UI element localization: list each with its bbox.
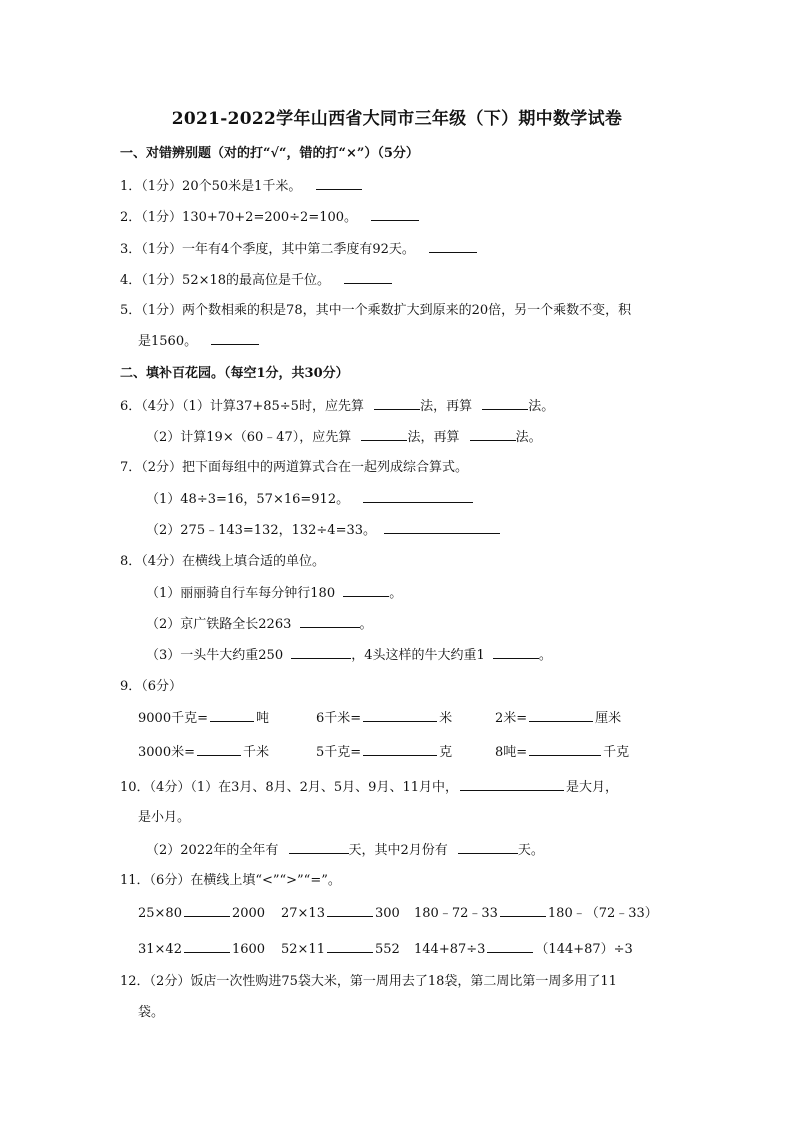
question-text: 9000千克= xyxy=(138,711,208,726)
question-text: （2）2022年的全年有 xyxy=(146,843,279,858)
question-text: 法。 xyxy=(528,399,555,414)
question-text: （1）48÷3=16，57×16=912。 xyxy=(146,492,350,507)
question-text: 法，再算 xyxy=(407,430,460,445)
answer-blank[interactable] xyxy=(291,646,351,659)
answer-blank[interactable] xyxy=(184,904,230,917)
question-8-part3 xyxy=(146,646,552,665)
page-title: 2021-2022学年山西省大同市三年级（下）期中数学试卷 xyxy=(171,109,623,129)
question-text: 180﹣72﹣33 xyxy=(414,906,498,921)
question-text: 3000米= xyxy=(138,745,195,760)
conversion-item xyxy=(495,709,621,728)
answer-blank[interactable] xyxy=(429,240,477,253)
compare-item xyxy=(414,904,658,923)
question-text: 8吨= xyxy=(495,745,528,760)
question-text: 180﹣（72﹣33） xyxy=(547,906,658,921)
answer-blank[interactable] xyxy=(363,490,473,503)
question-8-part1 xyxy=(146,584,402,603)
question-12-continued: 袋。 xyxy=(138,1005,165,1020)
unit-label: 克 xyxy=(439,745,453,760)
section1-heading: 一、对错辨别题（对的打“√“，错的打“×”）（5分） xyxy=(120,146,419,161)
section2-heading: 二、填补百花园。（每空1分，共30分） xyxy=(120,366,349,381)
answer-blank[interactable] xyxy=(529,709,593,722)
question-text: （1）丽丽骑自行车每分钟行180 xyxy=(146,586,336,601)
question-text: 天，其中2月份有 xyxy=(348,843,448,858)
question-10-continued: 是小月。 xyxy=(138,810,191,825)
answer-blank[interactable] xyxy=(210,709,254,722)
question-text: 6千米= xyxy=(316,711,362,726)
answer-blank[interactable] xyxy=(460,778,564,791)
question-text: 4．（1分）52×18的最高位是千位。 xyxy=(120,273,331,288)
question-6-part2 xyxy=(146,428,542,447)
conversion-item xyxy=(138,709,269,728)
compare-item xyxy=(414,940,633,959)
question-5-continued xyxy=(138,332,259,351)
answer-blank[interactable] xyxy=(327,940,373,953)
compare-item xyxy=(281,940,400,959)
answer-blank[interactable] xyxy=(470,428,516,441)
answer-blank[interactable] xyxy=(211,332,259,345)
question-10-part1 xyxy=(120,778,618,797)
question-10-part2 xyxy=(146,841,544,860)
answer-blank[interactable] xyxy=(500,904,546,917)
answer-blank[interactable] xyxy=(327,904,373,917)
question-text: 552 xyxy=(374,942,400,957)
unit-label: 米 xyxy=(439,711,453,726)
question-text: （144+87）÷3 xyxy=(535,942,633,957)
answer-blank[interactable] xyxy=(343,584,389,597)
question-12: 12．（2分）饭店一次性购进75袋大米，第一周用去了18袋，第二周比第一周多用了11 xyxy=(120,974,617,989)
compare-item xyxy=(138,940,265,959)
question-11-stem: 11．（6分）在横线上填“<”“>”“=”。 xyxy=(120,873,341,888)
question-text: 10．（4分）（1）在3月、8月、2月、5月、9月、11月中， xyxy=(120,780,458,795)
question-6-part1 xyxy=(120,397,554,416)
question-4 xyxy=(120,271,392,290)
question-text: 5千克= xyxy=(316,745,362,760)
answer-blank[interactable] xyxy=(458,841,518,854)
question-text: 天。 xyxy=(517,843,544,858)
question-text: 25×80 xyxy=(138,906,182,921)
question-text: 2000 xyxy=(231,906,266,921)
question-text: （2）计算19×（60﹣47），应先算 xyxy=(146,430,352,445)
answer-blank[interactable] xyxy=(361,428,407,441)
conversion-item xyxy=(316,743,452,762)
question-8-stem: 8．（4分）在横线上填合适的单位。 xyxy=(120,554,326,569)
question-text: 3．（1分）一年有4个季度，其中第二季度有92天。 xyxy=(120,242,415,257)
question-3 xyxy=(120,240,477,259)
answer-blank[interactable] xyxy=(482,397,528,410)
unit-label: 千克 xyxy=(603,745,630,760)
question-text: 300 xyxy=(374,906,400,921)
answer-blank[interactable] xyxy=(316,177,362,190)
question-text: 2米= xyxy=(495,711,528,726)
question-text: 27×13 xyxy=(281,906,325,921)
answer-blank[interactable] xyxy=(197,743,241,756)
unit-label: 吨 xyxy=(255,711,269,726)
unit-label: 千米 xyxy=(242,745,269,760)
question-text: （2）275﹣143=132，132÷4=33。 xyxy=(146,523,377,538)
conversion-item xyxy=(138,743,269,762)
answer-blank[interactable] xyxy=(344,271,392,284)
question-text: 法。 xyxy=(515,430,542,445)
question-text: 1．（1分）20个50米是1千米。 xyxy=(120,179,302,194)
answer-blank[interactable] xyxy=(374,397,420,410)
question-1 xyxy=(120,177,362,196)
compare-item xyxy=(281,904,400,923)
question-9-stem: 9．（6分） xyxy=(120,679,183,694)
question-8-part2 xyxy=(146,615,373,634)
question-text: 6．（4分）（1）计算37+85÷5时，应先算 xyxy=(120,399,364,414)
question-text: 。 xyxy=(359,617,373,632)
question-text: ，4头这样的牛大约重1 xyxy=(351,648,485,663)
question-text: 是大月， xyxy=(565,780,618,795)
question-text: 31×42 xyxy=(138,942,182,957)
question-5: 5．（1分）两个数相乘的积是78，其中一个乘数扩大到原来的20倍，另一个乘数不变，积 xyxy=(120,303,632,318)
answer-blank[interactable] xyxy=(487,940,533,953)
question-7-part2 xyxy=(146,521,500,540)
conversion-item xyxy=(495,743,629,762)
question-text: 。 xyxy=(389,586,403,601)
question-text: 是1560。 xyxy=(138,334,198,349)
compare-item xyxy=(138,904,265,923)
question-text: 2．（1分）130+70+2=200÷2=100。 xyxy=(120,210,358,225)
answer-blank[interactable] xyxy=(363,709,437,722)
question-text: 。 xyxy=(538,648,552,663)
answer-blank[interactable] xyxy=(384,521,500,534)
answer-blank[interactable] xyxy=(289,841,349,854)
question-text: 1600 xyxy=(231,942,266,957)
unit-label: 厘米 xyxy=(595,711,622,726)
conversion-item xyxy=(316,709,452,728)
question-text: 法，再算 xyxy=(420,399,473,414)
answer-blank[interactable] xyxy=(363,743,437,756)
answer-blank[interactable] xyxy=(300,615,360,628)
question-7-stem: 7．（2分）把下面每组中的两道算式合在一起列成综合算式。 xyxy=(120,460,469,475)
question-text: （2）京广铁路全长2263 xyxy=(146,617,292,632)
question-text: 52×11 xyxy=(281,942,325,957)
answer-blank[interactable] xyxy=(493,646,539,659)
question-text: 144+87÷3 xyxy=(414,942,486,957)
question-7-part1 xyxy=(146,490,473,509)
question-2 xyxy=(120,208,419,227)
answer-blank[interactable] xyxy=(529,743,601,756)
answer-blank[interactable] xyxy=(371,208,419,221)
question-text: （3）一头牛大约重250 xyxy=(146,648,284,663)
answer-blank[interactable] xyxy=(184,940,230,953)
